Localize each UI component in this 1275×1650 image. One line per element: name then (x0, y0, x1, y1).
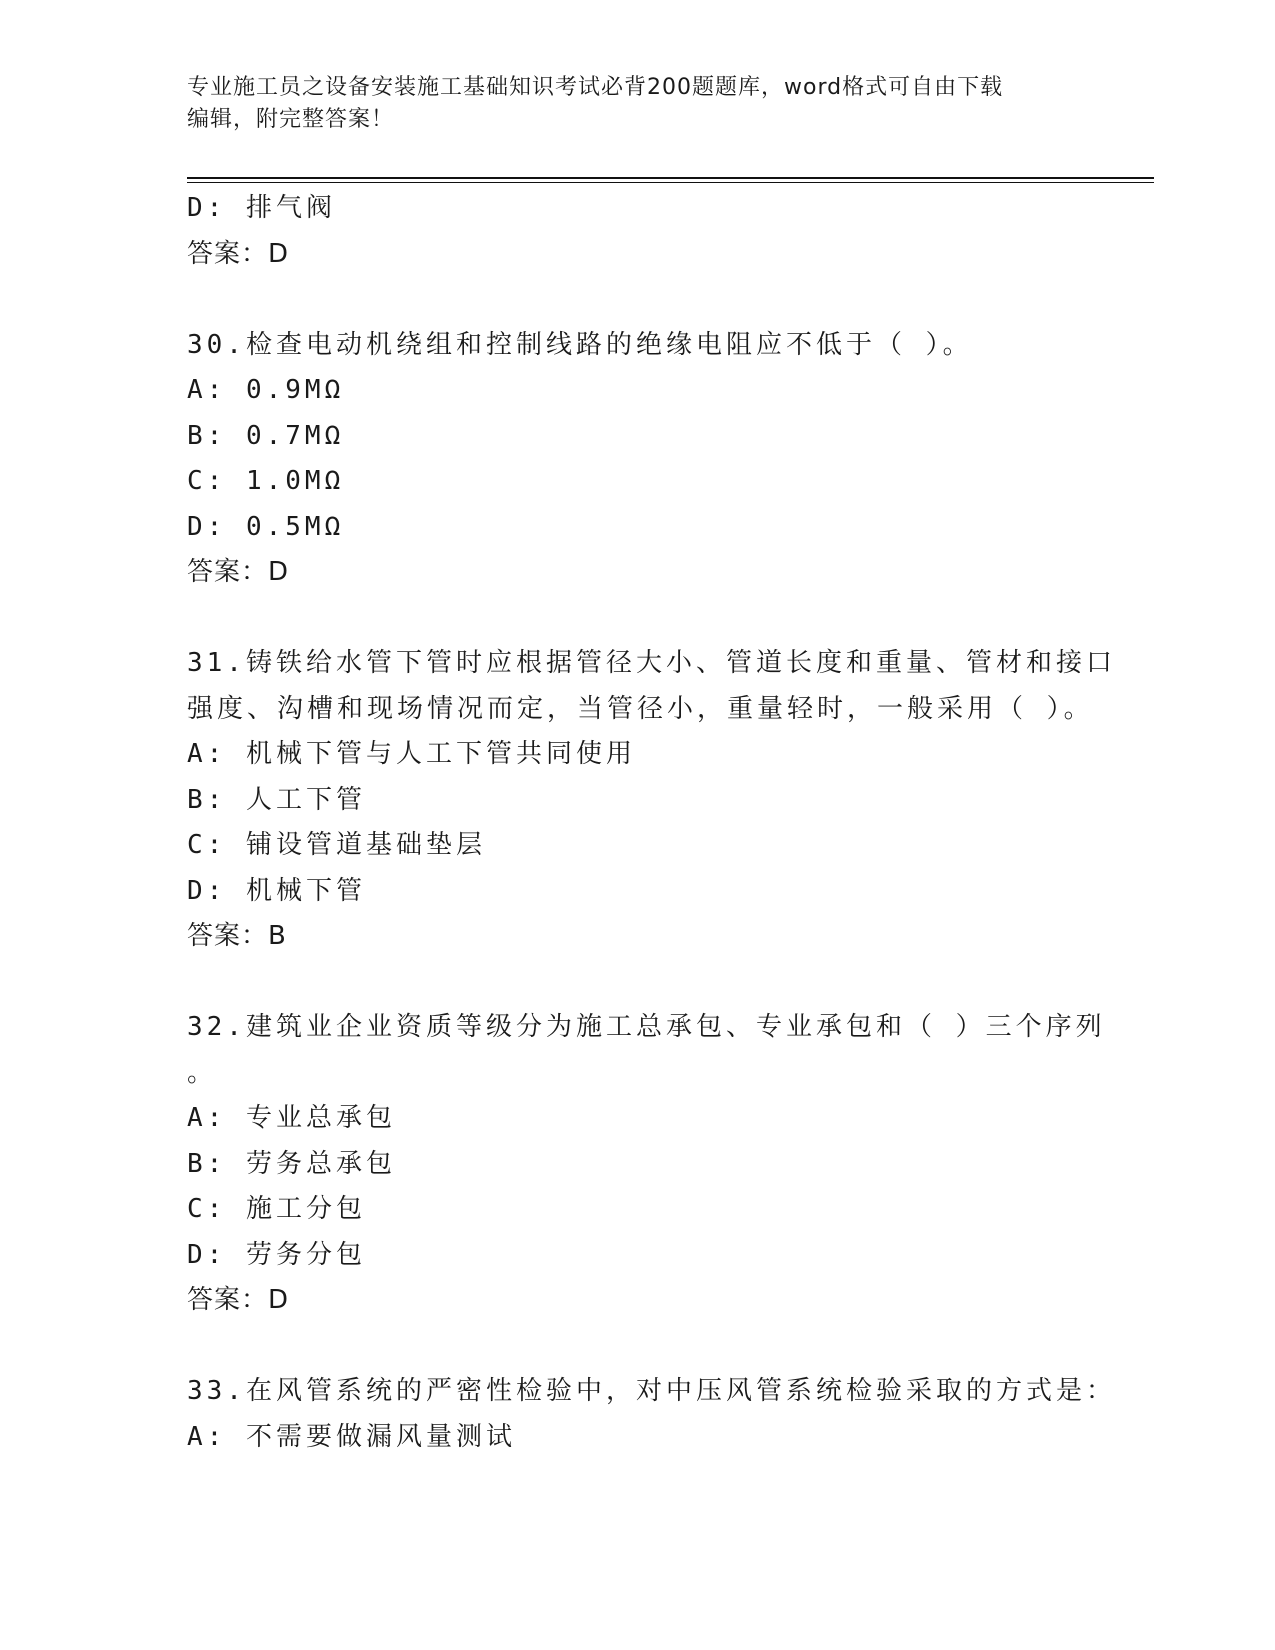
option-d: D: 排气阀 (187, 193, 336, 223)
question-stem-continued: 强度、沟槽和现场情况而定，当管径小，重量轻时，一般采用（ ）。 (187, 693, 1094, 724)
question-stem-continued: 。 (187, 1057, 218, 1088)
question-stem: 30.检查电动机绕组和控制线路的绝缘电阻应不低于（ ）。 (187, 329, 973, 360)
document-header (187, 72, 1087, 136)
header-title-line-1: 专业施工员之设备安装施工基础知识考试必背200题题库，word格式可自由下载 (187, 75, 1004, 100)
option-a: A: 0.9MΩ (187, 375, 345, 405)
answer-line: 答案：D (187, 557, 290, 587)
spacer (187, 1324, 1087, 1370)
question-32 (187, 1005, 1106, 1324)
option-c: C: 施工分包 (187, 1194, 366, 1224)
spacer (187, 596, 1087, 642)
option-d: D: 劳务分包 (187, 1239, 366, 1270)
option-b: B: 0.7MΩ (187, 420, 345, 451)
option-a: A: 机械下管与人工下管共同使用 (187, 739, 636, 769)
answer-line: 答案：D (187, 238, 290, 269)
spacer (187, 277, 1087, 323)
header-divider-thin (187, 182, 1154, 183)
question-stem: 33.在风管系统的严密性检验中，对中压风管系统检验采取的方式是： (187, 1376, 1116, 1406)
answer-line: 答案：B (187, 921, 287, 951)
option-d: D: 机械下管 (187, 875, 366, 906)
option-b: B: 劳务总承包 (187, 1148, 396, 1179)
option-a: A: 不需要做漏风量测试 (187, 1421, 516, 1452)
option-d: D: 0.5MΩ (187, 511, 345, 542)
question-list (187, 186, 1116, 1460)
question-30 (187, 323, 1087, 596)
header-divider-thick (187, 177, 1154, 179)
question-stem: 31.铸铁给水管下管时应根据管径大小、管道长度和重量、管材和接口 (187, 648, 1116, 678)
question-31 (187, 641, 1116, 960)
option-c: C: 1.0MΩ (187, 466, 345, 496)
question-stem: 32.建筑业企业资质等级分为施工总承包、专业承包和（ ）三个序列 (187, 1012, 1106, 1042)
option-b: B: 人工下管 (187, 784, 366, 815)
spacer (187, 960, 1087, 1006)
question-33 (187, 1369, 1116, 1460)
option-a: A: 专业总承包 (187, 1103, 396, 1133)
answer-line: 答案：D (187, 1285, 290, 1315)
question-29-tail (187, 186, 1087, 277)
option-c: C: 铺设管道基础垫层 (187, 830, 486, 860)
header-title-line-2: 编辑，附完整答案！ (187, 107, 395, 132)
